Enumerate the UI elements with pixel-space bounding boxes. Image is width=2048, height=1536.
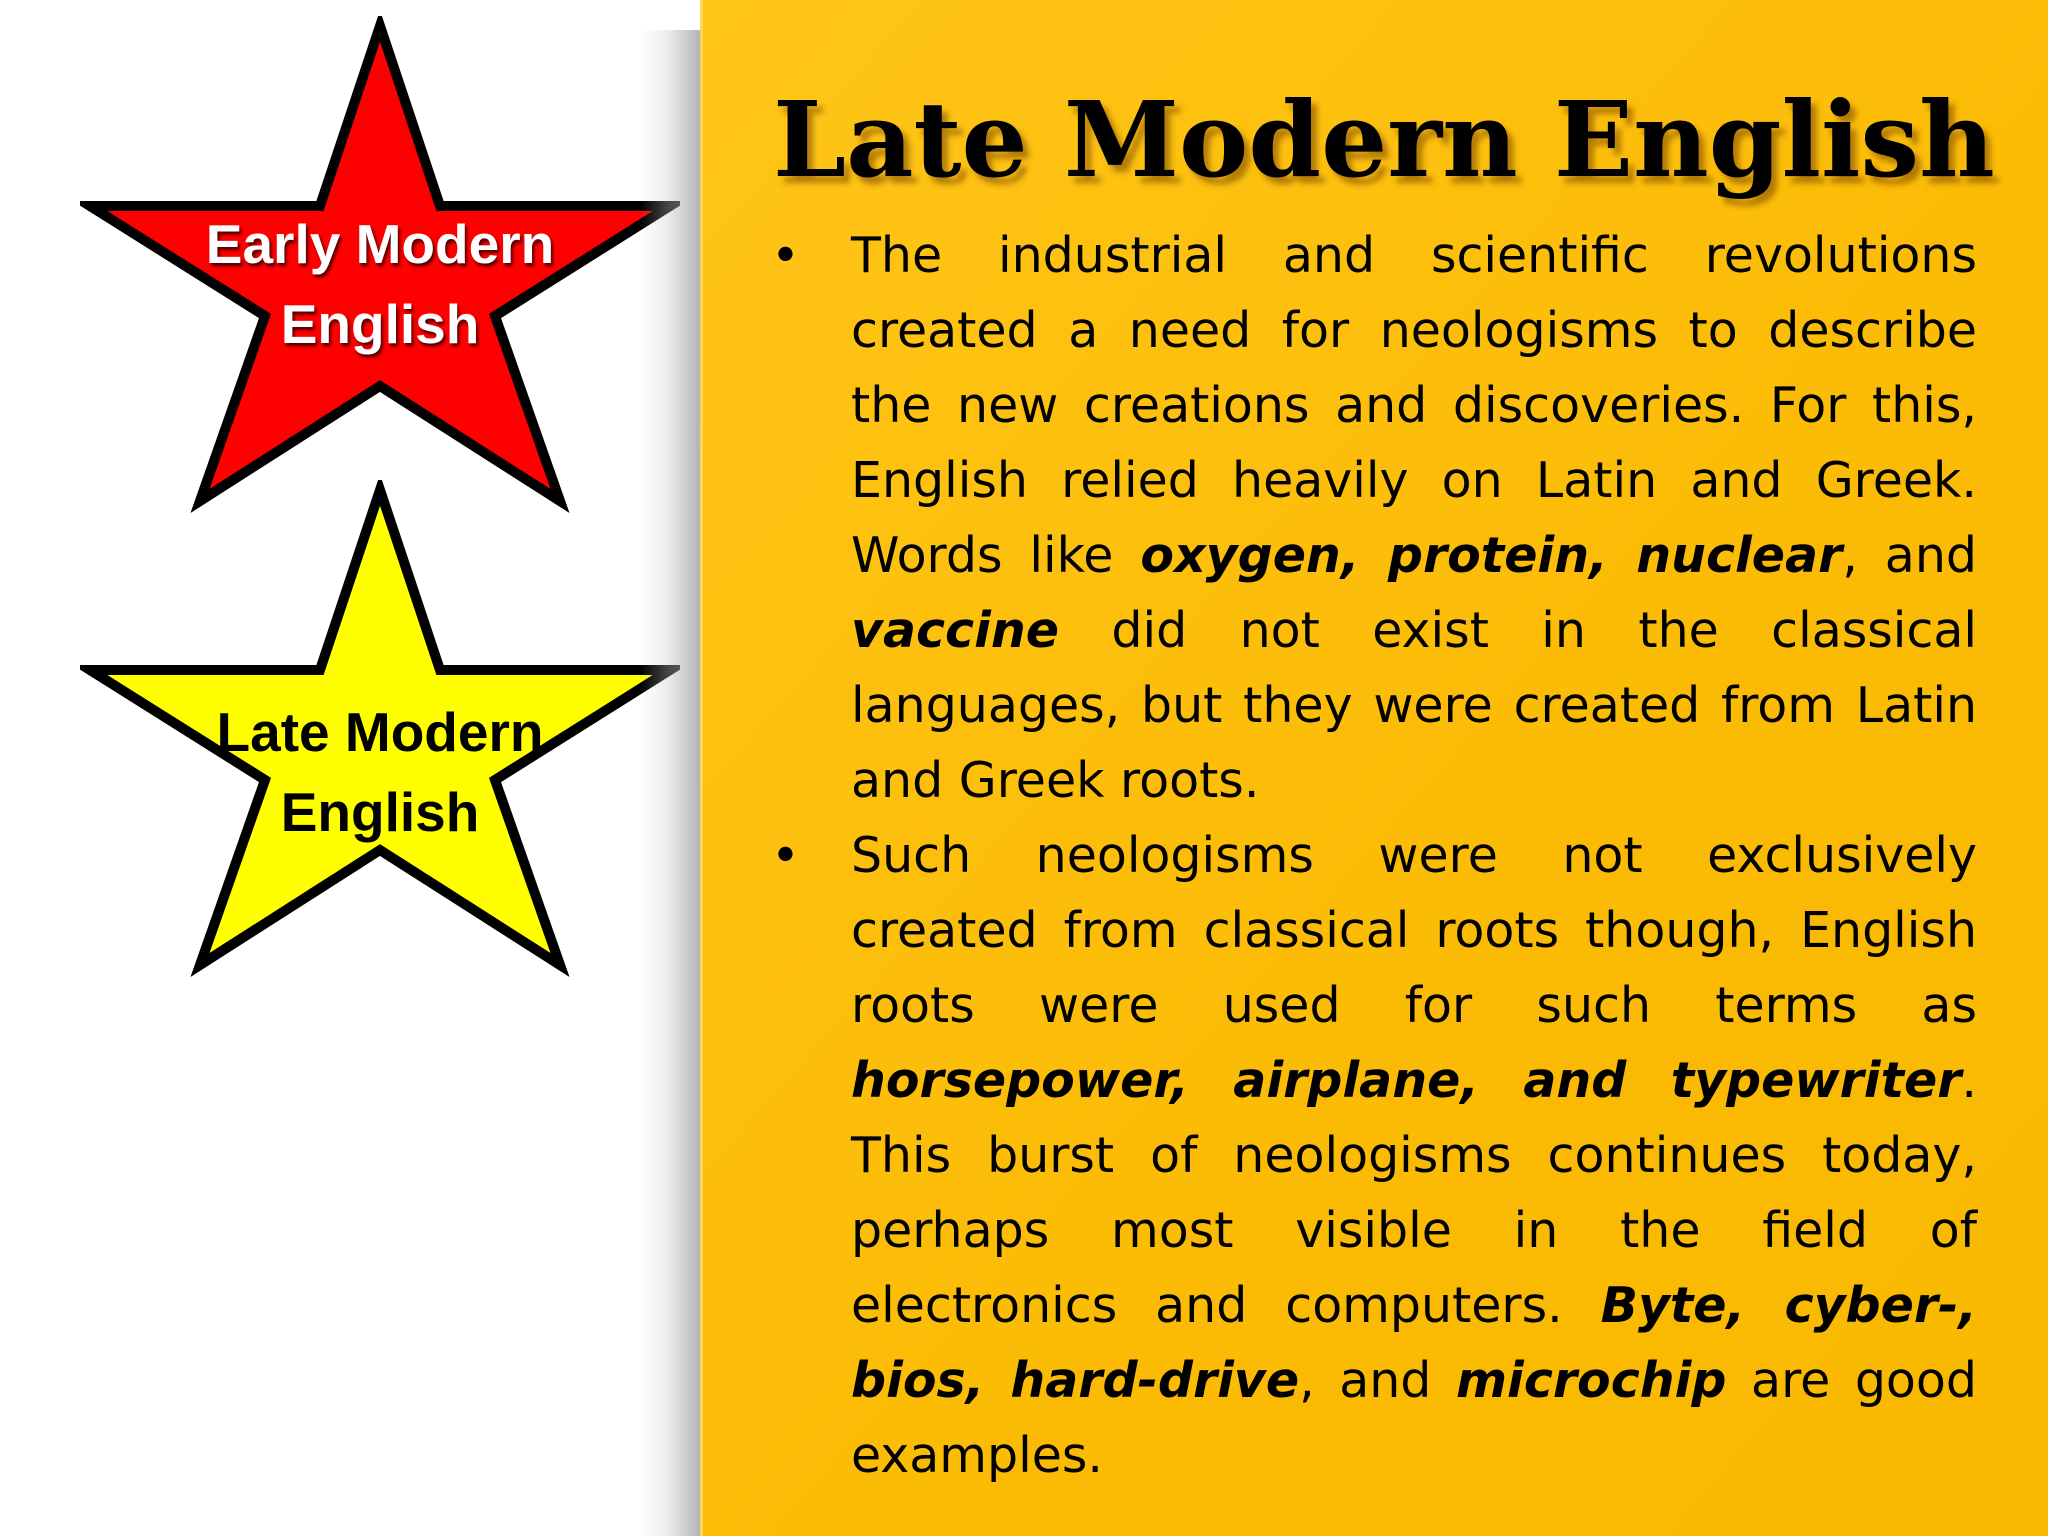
bullet-text: did not exist in the classical languages, but they were created from Latin and Greek roots. [851,602,1977,809]
early-modern-english-star[interactable] [80,16,680,516]
star-label-line2: English [280,293,480,355]
bullet-icon: • [771,827,800,884]
bullet-text: Such neologisms were not exclusively created from classical roots though, English roots were used for such terms as [851,827,1977,1034]
bullet-text: , [1170,1052,1234,1109]
bullet-text: , and [1842,527,1977,584]
bullet-list [771,218,1977,1493]
keyword: cyber- [1784,1277,1959,1334]
keyword: Byte [1600,1277,1727,1334]
bullet-text: , [965,1352,1011,1409]
star-label-line1: Early Modern [205,213,555,275]
early-modern-english-label [80,204,680,364]
bullet-text: , and [1460,1052,1671,1109]
bullet-item [771,818,1977,1493]
star-label-line1: Late Modern [216,701,544,763]
keyword: typewriter [1670,1052,1962,1109]
bullet-text: , [1340,527,1388,584]
bullet-text: , [1726,1277,1785,1334]
keyword: hard-drive [1010,1352,1300,1409]
bullet-icon: • [771,227,800,284]
bullet-text: , [1958,1277,1977,1334]
panel-shadow [640,30,702,1536]
bullet-text: , [1589,527,1637,584]
late-modern-english-label [80,692,680,852]
late-modern-english-star[interactable] [80,480,680,980]
keyword: horsepower [851,1052,1171,1109]
keyword: microchip [1455,1352,1727,1409]
bullet-text: are good examples. [851,1352,1977,1484]
bullet-item [771,218,1977,818]
keyword: protein [1387,527,1590,584]
keyword: nuclear [1636,527,1843,584]
bullet-text: The industrial and scientific revolutions created a need for neologisms to describe the new creations and discoveries. For this, English relied heavily on Latin and Greek. Words like [851,227,1977,584]
keyword: vaccine [851,602,1060,659]
content-panel [700,0,2048,1536]
keyword: oxygen [1140,527,1341,584]
bullet-text: . This burst of neologisms continues today, perhaps most visible in the field of electronics and computers. [851,1052,1977,1334]
slide-title: Late Modern English [773,78,1995,201]
keyword: bios [851,1352,966,1409]
star-label-line2: English [280,781,480,843]
bullet-text: , and [1299,1352,1456,1409]
keyword: airplane [1233,1052,1461,1109]
